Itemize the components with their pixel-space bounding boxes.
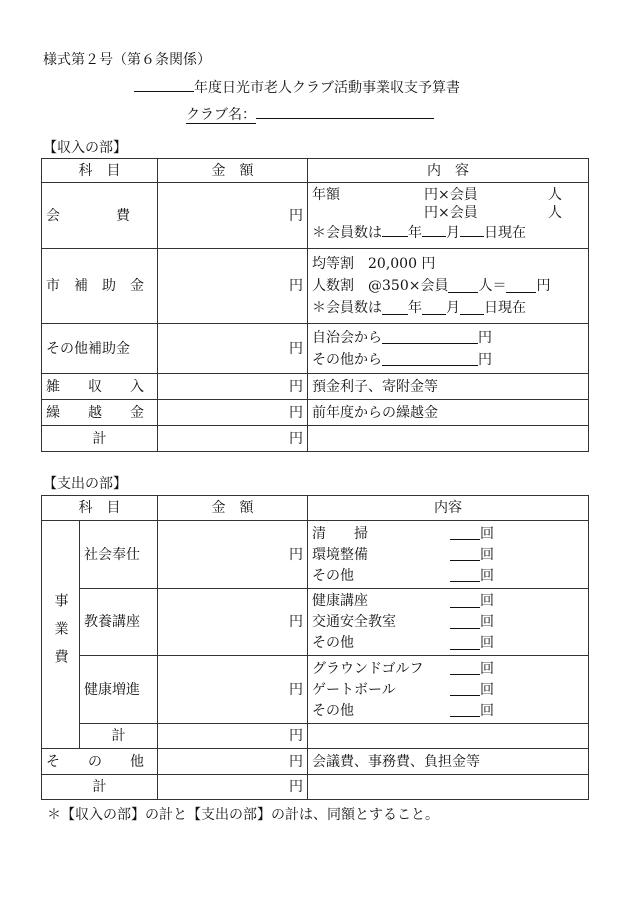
income-total-amount: 円 <box>158 426 308 452</box>
business-subtotal-label: 計 <box>80 724 158 749</box>
city-subsidy-row <box>42 249 589 324</box>
expense-total-amount: 円 <box>158 775 308 800</box>
club-name-blank <box>256 104 434 119</box>
expense-header-row <box>42 496 589 521</box>
expense-header-amount: 金 額 <box>158 496 308 521</box>
social-service-row <box>42 521 589 589</box>
expense-heading: 【支出の部】 <box>43 476 127 492</box>
header-subject: 科 目 <box>42 159 158 183</box>
city-subsidy-amount: 円 <box>158 249 308 324</box>
expense-total-row <box>42 775 589 800</box>
misc-income-amount: 円 <box>158 374 308 400</box>
health-label: 健康増進 <box>80 656 158 724</box>
health-amount: 円 <box>158 656 308 724</box>
social-service-label: 社会奉仕 <box>80 521 158 589</box>
education-content: 健康講座 回 交通安全教室 回 その他 回 <box>308 589 589 656</box>
misc-income-content: 預金利子、寄附金等 <box>308 374 589 400</box>
form-id: 様式第２号（第６条関係） <box>43 52 211 68</box>
business-subtotal-amount: 円 <box>158 724 308 749</box>
income-table <box>41 158 589 452</box>
education-amount: 円 <box>158 589 308 656</box>
income-header-row <box>42 159 589 183</box>
carryover-content: 前年度からの繰越金 <box>308 400 589 426</box>
expense-total-label: 計 <box>42 775 158 800</box>
education-label: 教養講座 <box>80 589 158 656</box>
membership-amount: 円 <box>158 183 308 249</box>
expense-header-subject: 科 目 <box>42 496 158 521</box>
expense-table <box>41 495 589 800</box>
membership-label: 会 費 <box>42 183 158 249</box>
header-amount: 金 額 <box>158 159 308 183</box>
header-content: 内 容 <box>308 159 589 183</box>
expense-total-content <box>308 775 589 800</box>
social-service-content: 清 掃 回 環境整備 回 その他 回 <box>308 521 589 589</box>
business-subtotal-row <box>42 724 589 749</box>
misc-income-label: 雑 収 入 <box>42 374 158 400</box>
year-blank <box>134 77 194 92</box>
carryover-amount: 円 <box>158 400 308 426</box>
document-title <box>134 77 460 97</box>
business-expense-label: 事業費 <box>42 521 80 749</box>
income-heading: 【収入の部】 <box>43 140 127 156</box>
income-total-row <box>42 426 589 452</box>
membership-content: 年額 円×会員 人 円×会員 人 ＊会員数は 年 月 日現在 <box>308 183 589 249</box>
business-subtotal-content <box>308 724 589 749</box>
other-expense-row <box>42 749 589 775</box>
other-subsidy-row <box>42 324 589 374</box>
city-subsidy-label: 市 補 助 金 <box>42 249 158 324</box>
education-row <box>42 589 589 656</box>
other-expense-amount: 円 <box>158 749 308 775</box>
other-expense-label: そ の 他 <box>42 749 158 775</box>
health-row <box>42 656 589 724</box>
misc-income-row <box>42 374 589 400</box>
club-name-field <box>186 104 434 124</box>
other-subsidy-amount: 円 <box>158 324 308 374</box>
income-total-label: 計 <box>42 426 158 452</box>
city-subsidy-content: 均等割 20,000 円 人数割 @350×会員 人＝ 円 ＊会員数は 年 月 日現在 <box>308 249 589 324</box>
other-subsidy-content: 自治会から 円 その他から 円 <box>308 324 589 374</box>
title-text: 年度日光市老人クラブ活動事業収支予算書 <box>194 80 460 96</box>
membership-row <box>42 183 589 249</box>
other-expense-content: 会議費、事務費、負担金等 <box>308 749 589 775</box>
club-label: クラブ名： <box>186 107 256 123</box>
social-service-amount: 円 <box>158 521 308 589</box>
health-content: グラウンドゴルフ 回 ゲートボール 回 その他 回 <box>308 656 589 724</box>
income-total-content <box>308 426 589 452</box>
carryover-label: 繰 越 金 <box>42 400 158 426</box>
carryover-row <box>42 400 589 426</box>
footnote: ＊【収入の部】の計と【支出の部】の計は、同額とすること。 <box>47 807 439 823</box>
expense-header-content: 内容 <box>308 496 589 521</box>
other-subsidy-label: その他補助金 <box>42 324 158 374</box>
